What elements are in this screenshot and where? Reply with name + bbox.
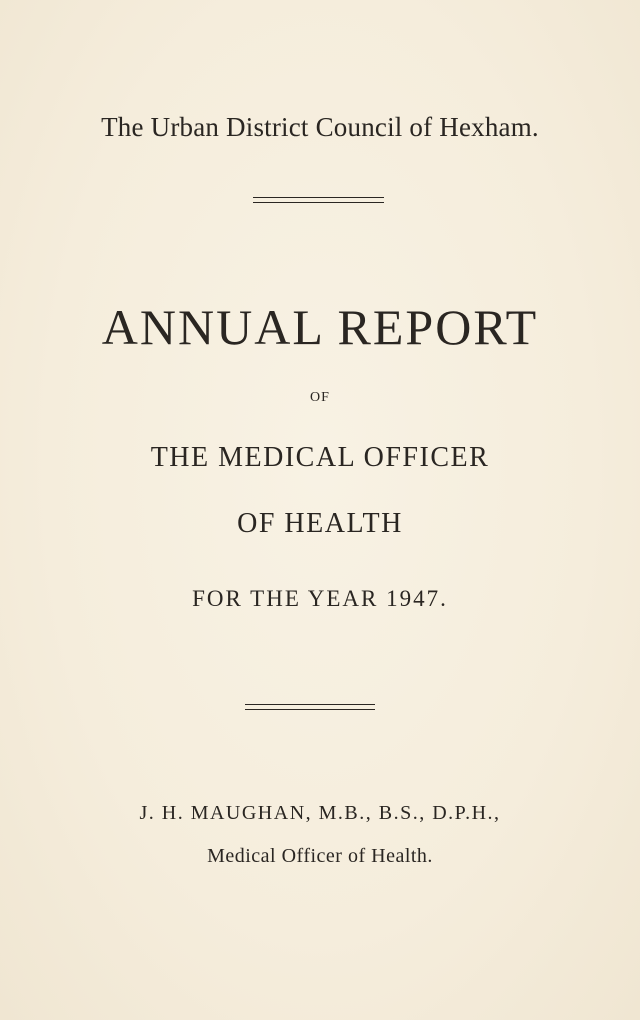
bottom-double-rule (245, 704, 375, 710)
report-year: FOR THE YEAR 1947. (192, 586, 448, 611)
health-heading: OF HEALTH (237, 508, 403, 539)
top-double-rule (253, 197, 384, 203)
author-role: Medical Officer of Health. (207, 845, 433, 867)
of-connector: OF (310, 390, 330, 405)
council-name: The Urban District Council of Hexham. (101, 112, 539, 142)
report-title: ANNUAL REPORT (101, 299, 539, 355)
officer-heading: THE MEDICAL OFFICER (150, 442, 490, 473)
author-name: J. H. MAUGHAN, M.B., B.S., D.P.H., (139, 802, 501, 824)
